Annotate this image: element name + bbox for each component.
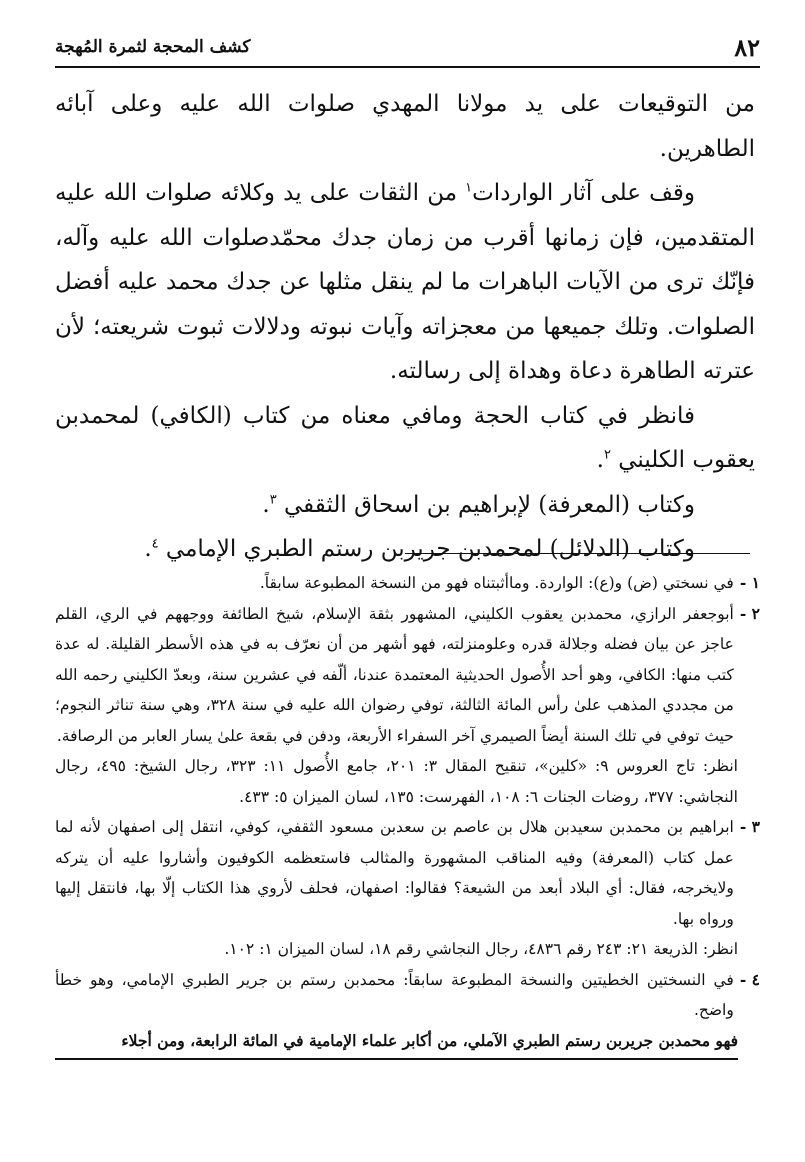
footnote-3-number: ٣ - <box>739 817 760 836</box>
footnote-4-number: ٤ - <box>739 969 760 989</box>
footnote-2 <box>55 599 760 752</box>
footnote-2-references: انظر: تاج العروس ٩: «كلين»، تنقيح المقال ٣: ٢٠١، جامع الأُصول ١١: ٣٢٣، رجال الشيخ: ٤٩٥، رجال النجاشي: ٣٧٧، روضات الجنات ٦: ١٠٨، الفهرست: ١٣٥، لسان الميزان ٥: ٤٣٣. <box>55 757 738 806</box>
body-paragraph-3: فانظر في كتاب الحجة ومافي معناه من كتاب (الكافي) لمحمدبن يعقوب الكليني $^٢$. <box>55 402 755 473</box>
footnote-marker-2: ٢ <box>603 447 611 463</box>
body-paragraph-2 <box>55 171 755 394</box>
footnote-4-text: في النسختين الخطيتين والنسخة المطبوعة سابقاً: محمدبن رستم بن جرير الطبري الإمامي، وهو خطأ واضح. <box>55 970 734 1019</box>
main-text <box>55 82 755 572</box>
footnote-4-continuation: فهو محمدبن جريربن رستم الطبري الآملي، من أكابر علماء الإمامية في المائة الرابعة، ومن أجلاء <box>55 1026 738 1061</box>
running-title: كشف المحجة لثمرة المُهجة <box>55 37 251 57</box>
footnote-1-text: في نسختي (ض) و(ع): الواردة. وماأثبتناه فهو من النسخة المطبوعة سابقاً. <box>259 574 734 592</box>
book-item-marifa-text: وكتاب (المعرفة) لإبراهيم بن اسحاق الثقفي <box>284 491 695 518</box>
body-line-1: من التوقيعات على يد مولانا المهدي صلوات الله عليه وعلى آبائه الطاهرين. <box>55 91 755 162</box>
book-item-dalail-text: وكتاب (الدلائل) لمحمدبن جريربن رستم الطبري الإمامي <box>165 536 695 562</box>
book-item-dalail: وكتاب (الدلائل) لمحمدبن جريربن رستم الطبري الإمامي $^٤$. <box>144 536 695 562</box>
body-paragraph-3-text: فانظر في كتاب الحجة ومافي معناه من كتاب (الكافي) لمحمدبن يعقوب الكليني <box>55 402 755 473</box>
footnote-3-text: ابراهيم بن محمدبن سعيدبن هلال بن عاصم بن سعدبن مسعود الثقفي، كوفي، انتقل إلى اصفهان لأنه لما عمل كتاب (المعرفة) وفيه المناقب المشهورة والمثالب فاستعظمه الكوفيون وأشاروا عليه أن يتركه ولايخرجه، فقال: أي البلاد أبعد من الشيعة؟ فقالوا: اصفهان، فحلف لأروي هذا الكتاب إلّا بها، فانتقل إليها ورواه بها. <box>55 818 734 928</box>
body-paragraph-2-start: وقف على آثار الواردات <box>472 180 695 206</box>
page-header <box>55 28 760 68</box>
footnote-marker-3: ٣ <box>269 491 277 507</box>
footnote-3-references: انظر: الذريعة ٢١: ٢٤٣ رقم ٤٨٣٦، رجال النجاشي رقم ١٨، لسان الميزان ١: ١٠٢. <box>224 940 738 958</box>
footnote-separator <box>405 553 750 554</box>
footnote-3 <box>55 812 760 934</box>
footnote-marker-4: ٤ <box>151 536 159 552</box>
book-item-marifa: وكتاب (المعرفة) لإبراهيم بن اسحاق الثقفي $^٣$. <box>262 491 695 518</box>
body-paragraph-2-rest: من الثقات على يد وكلائه صلوات الله عليه المتقدمين، فإن زمانها أقرب من زمان جدك محمّدصلوات الله عليه وآله، فإنّك ترى من الآيات الباهرات ما لم ينقل مثلها عن جدك محمد عليه أفضل الصلوات. وتلك جميعها من معجزاته وآيات نبوته ودلالات ثبوت شريعته؛ لأن عترته الطاهرة دعاة وهداة إلى رسالته. <box>55 180 755 384</box>
footnote-2-number: ٢ - <box>739 603 760 623</box>
footnote-marker-1: ١ <box>465 180 473 196</box>
footnote-2-text: أبوجعفر الرازي، محمدبن يعقوب الكليني، المشهور بثقة الإسلام، شيخ الطائفة ووجههم في الري، القلم عاجز عن بيان فضله وجلالة قدره وعلومنزلته، فهو أشهر من أن نعرّف به في هذه الأسطر القليلة. له عدة كتب منها: الكافي، وهو أحد الأُصول الحديثية المعتمدة عندنا، ألّفه في عشرين سنة، وبعدّ الكليني رحمه الله من مجددي المذهب علىٰ رأس المائة الثالثة، توفي رضوان الله عليه في سنة ٣٢٨، وهي سنة تناثر النجوم؛ حيث توفي في تلك السنة أيضاً الصيمري آخر السفراء الأربعة، ودفن في بقعة علىٰ يسار العابر من الرصافة. <box>55 604 734 745</box>
footnotes <box>55 568 760 1060</box>
footnote-1-number: ١ - <box>739 573 760 592</box>
page-number: ٨٢ <box>734 32 760 62</box>
footnote-1 <box>55 568 760 599</box>
footnote-4 <box>55 965 760 1026</box>
